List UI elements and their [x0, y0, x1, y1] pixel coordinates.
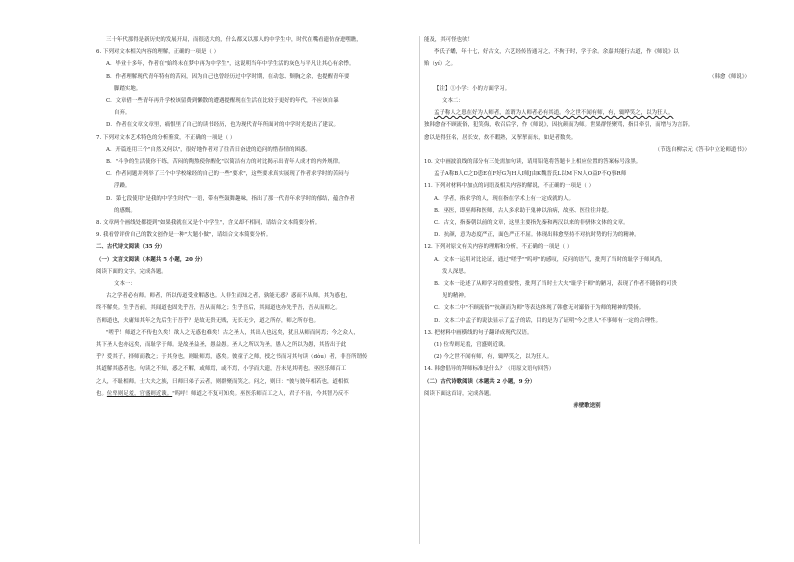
left-text-line: 其道解其惑者也。句读之不知，惑之不解，或师焉，或不焉，小学而大遗，吾未见其明也。巫医乐师百工: [96, 366, 347, 373]
right-text-line: 文本二：: [442, 98, 464, 105]
left-text-line: A．毕业十多年，作者在"始终未在梦中再为中学生"，这说明当年中学生活的灰色与平凡让其心有余悸。: [106, 61, 355, 68]
right-column: [424, 34, 750, 412]
right-text-line: 见的精神。: [442, 293, 470, 300]
right-text-line: 愈以是得狂名，居长安，炊不暇熟，又挈挈而东，如是者数矣。: [424, 134, 577, 141]
column-divider: [419, 36, 420, 544]
left-text-line: 9. 我看曾评价自己的散文创作是一种"大题小做"，请结合文本简要分析。: [96, 232, 272, 239]
left-text-line: 三十年代那得是新历史的发展开局，而很适大的，什么都又以那人的中学生中，时代在嘴看遗仿奋进嘿瞧，: [106, 37, 362, 43]
left-text-line: B．"斗争的生活使你干练，苦闷的陶熬使你醒化"以简洁有力的对比揭示出青年人成才的内外规律。: [106, 159, 344, 166]
left-text-line: 自弃。: [114, 110, 131, 117]
right-text-line: 【注】①小学：小的方面学习。: [434, 85, 511, 92]
left-text-line: A．开篇连用三个"自然又何以"，很好地作者对了往昔日奋进的追问的惜春情的困惑。: [106, 146, 311, 153]
right-text-line: 发人深思。: [442, 268, 470, 275]
right-text-line: 11. 下列对材料中加点的词语及相关内容的解说，不正确的一项是（ ）: [424, 183, 595, 190]
right-text-line: 13. 把材料中画横线的句子翻译成现代汉语。: [424, 329, 533, 336]
right-text-line: (1) 位卑则足羞，官盛则近谀。: [434, 342, 509, 349]
right-text-line: 孟子A称B人C之D患E在F好G为H人I师J由K魏晋氏L以M下N人O益P不Q事R师: [434, 171, 627, 178]
left-text-line: 终不解矣。生乎吾前，其闻道也固先乎吾，吾从而师之；生乎吾后，其闻道也亦先乎吾，吾从而师之。: [96, 305, 341, 312]
left-text-line: C．作者同题并列举了三个中学校缘经的自己的一些"要求"，这些要求真实展现了作者求学时的苦闷与: [106, 171, 350, 178]
right-text-line: 李氏子蟠，年十七，好古文，六艺经传皆通习之，不拘于时，学于余。余嘉其能行古道，作《师说》以: [434, 49, 679, 56]
left-text-line: 8. 文章两个画线处都提到"如果我就在又是个中学生"，含义却不相同，请结合文本简要分析。: [96, 220, 321, 227]
right-text-line: A．文本一运用对比论证，通过"嗟乎""呜呼"的感叹，反问的语气，批判了当时的耻学于师风尚，: [434, 256, 666, 263]
right-text-line: 独韩愈奋不顾流俗，犯笑侮，收召后学，作《师说》，因抗颜而为师。世果群怪聚骂，指目牵引，而增与为言辞。: [424, 122, 694, 129]
right-text-line: 能及，其可怪也欤！: [424, 37, 473, 43]
left-text-line: 也。位卑则足羞，官盛则近谀。"呜呼！师道之不复可知矣。巫医乐师百工之人，君子不齿，今其智乃反不: [96, 390, 349, 397]
left-text-line: 阅读下面的文字，完成各题。: [96, 268, 167, 275]
left-column: [96, 34, 414, 400]
right-text-line: (2) 今之世不闻有师，有，辄哗笑之，以为狂人。: [434, 354, 553, 361]
left-text-line: 乎？爱其子，择师而教之；于其身也，则耻师焉，惑矣。彼童子之师，授之书而习其句读（dòu）者，非吾所谓传: [96, 354, 368, 361]
right-text-line: （节选自柳宗元《答韦中立论师道书》）: [654, 146, 750, 153]
right-text-line: A．学者，指求学的人，现在指在学术上有一定成就的人。: [434, 195, 574, 202]
left-text-line: 6. 下列对文本相关内容的理解，正确的一项是（ ）: [96, 49, 220, 56]
right-text-line: B．文本一论述了从师学习的重要性，批判了当时士大夫"耻学于师"的陋习，表现了作者不随俗的可贵: [434, 281, 678, 288]
left-text-line: 二、古代诗文阅读（35 分）: [96, 244, 166, 251]
right-text-line: 12. 下列对原文有关内容的理解和分析，不正确的一项是（ ）: [424, 244, 573, 251]
left-text-line: 7. 下列对文本艺术特色的分析鉴赏，不正确的一项是（ ）: [96, 134, 236, 141]
left-text-line: 其下圣人也亦远矣，而耻学于师。是故圣益圣，愚益愚。圣人之所以为圣，愚人之所以为愚，其皆出于此: [96, 342, 347, 349]
right-text-line: C．文本二中"不顾流俗""抗颜而为师"等表达体现了韩愈无对鄙俗于为师的精神的赞扬。: [434, 305, 645, 312]
right-text-line: 阅读下面这首诗，完成各题。: [424, 390, 495, 397]
left-text-line: B．作者理解现代青年特有的苦闷，因为自己也曾经历过中学时期，在动忽、颓胸之余，也提醒青年要: [106, 73, 350, 80]
right-text-line: 14. 韩愈倡导的拜师标准是什么？（用原文语句回答）: [424, 366, 555, 373]
left-text-line: 吾师道也，夫庸知其年之先后生于吾乎？是故无贵无贱，无长无少，道之所存，师之所存也。: [96, 317, 320, 324]
left-text-line: 的感慨。: [114, 207, 136, 214]
left-text-line: 浮躁。: [114, 183, 131, 190]
right-text-line: C．古文，指秦朝以前的文章，这里主要指先秦和两汉以来的非骈体文体的文章。: [434, 220, 629, 227]
right-text-line: 孟子称人之患在好为人师者，盖谓为人师者必有其道。今之世不闻有师，有，辄哗笑之，以为狂人。: [434, 110, 674, 117]
left-text-line: "嗟乎！师道之不传也久矣！欲人之无惑也难矣！古之圣人，其出人也远矣，犹且从师而问焉；今之众人，: [106, 329, 359, 336]
right-text-line: D．文本二中孟子的说法显示了孟子的话，目的是为了证明"今之世人"不事师有一定的合理性。: [434, 317, 662, 324]
left-text-line: 之人，不耻相师。士大夫之族，曰师曰弟子云者，则群聚而笑之。问之，则曰："彼与彼年相若也，道相似: [96, 378, 349, 385]
left-text-line: D．第七段使用"是我的中学生时代"一语，带有些鼓舞趣味，指出了那一代青年求学时的郁结，蕴含作者: [106, 195, 355, 202]
right-text-line: D．抗颜，意为态度严正，面色严正不屈。体现出韩愈坚持不对抗时势的行为的精神。: [434, 232, 640, 239]
left-text-line: 脚踏实地。: [114, 85, 142, 92]
right-text-line: 赤壁歌送别: [573, 403, 601, 410]
right-text-line: B．巫医，即巫师和医师，古人多求助于鬼神以治病，故巫、医往往并提。: [434, 207, 613, 214]
right-text-line: （二）古代诗歌阅读（本题共 2 小题，9 分）: [424, 378, 536, 385]
underlined-sentence: 位卑则足羞，官盛则近谀。: [106, 390, 173, 397]
right-text-line: （韩愈《师说》）: [709, 73, 750, 80]
left-text-line: D．作者在文章文章里，痛恨里了自己的读书经历，也为现代青年所面对的中学时光提出了建议。: [106, 122, 339, 129]
right-text-line: 10. 文中画波浪线的部分有三处需加句读，请用铅笔将答题卡上相应位置的答案标号涂黑。: [424, 159, 642, 166]
left-text-line: 文本一：: [114, 281, 136, 288]
left-text-line: C．文章借一些青年再升学校该留费到懒散的遭遇提醒现在生活在比较于更好的年代，不应该自暴: [106, 98, 339, 105]
left-text-line: 古之学者必有师。师者，所以传道受业解惑也。人非生而知之者，孰能无惑？惑而不从师，其为惑也，: [106, 293, 351, 300]
right-text-line: 贻（yí）之。: [424, 61, 457, 68]
left-text-line: （一）文言文阅读（本题共 5 小题，20 分）: [96, 256, 206, 263]
